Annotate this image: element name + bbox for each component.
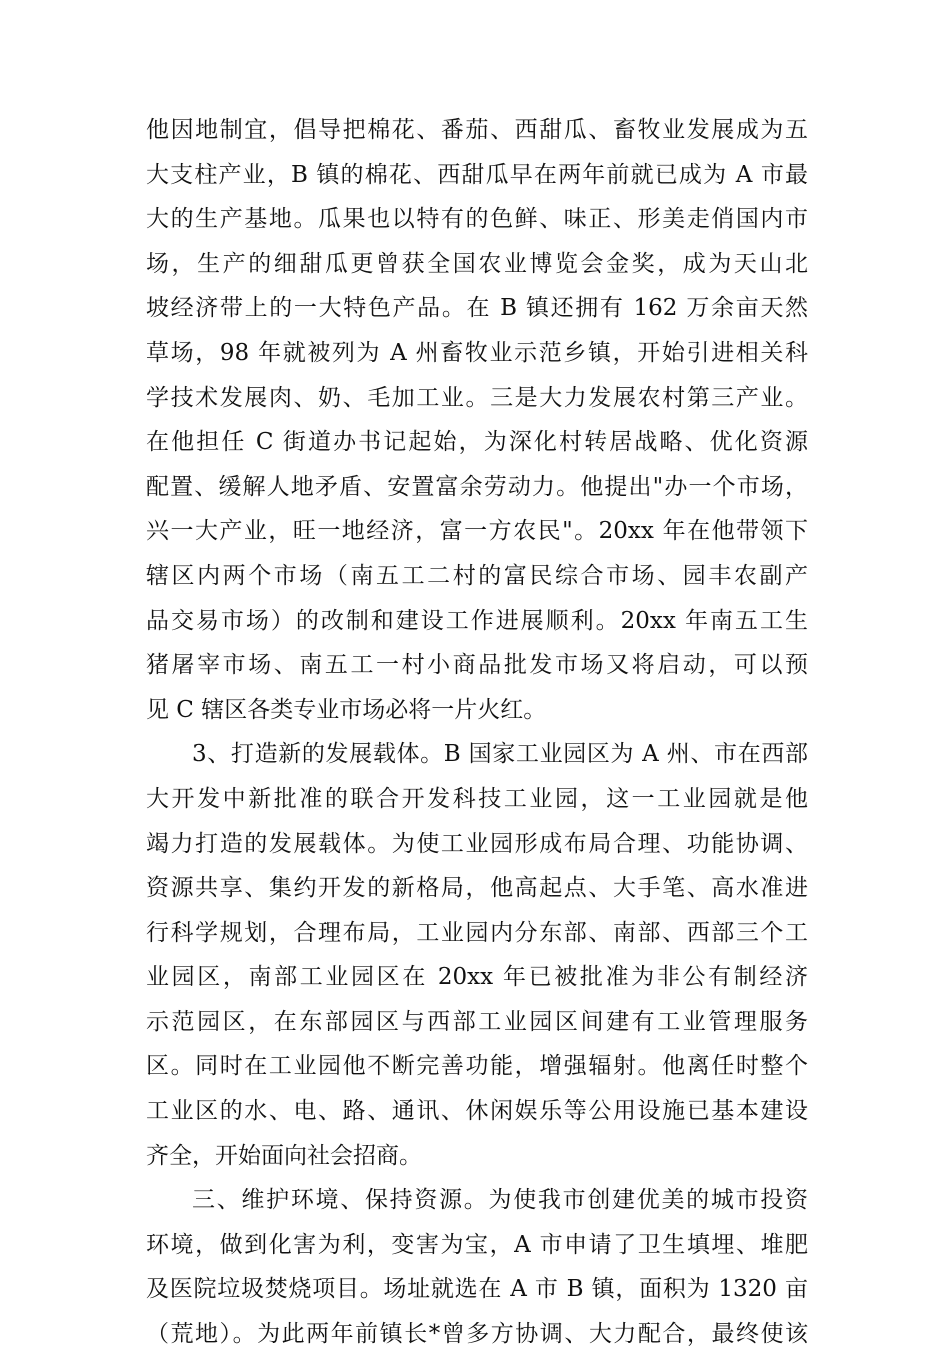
text-line: 见 C 辖区各类专业市场必将一片火红。 (146, 696, 547, 723)
document-body (146, 108, 808, 1357)
text-line: 及医院垃圾焚烧项目。场址就选在 A 市 B 镇，面积为 1320 亩 (146, 1276, 808, 1303)
text-line: 大开发中新批准的联合开发科技工业园，这一工业园就是他 (146, 785, 808, 812)
text-line: 三、维护环境、保持资源。为使我市创建优美的城市投资 (192, 1187, 808, 1214)
text-line: 业园区，南部工业园区在 20xx 年已被批准为非公有制经济 (146, 964, 808, 991)
text-line: 资源共享、集约开发的新格局，他高起点、大手笔、高水准进 (146, 875, 808, 902)
paragraph-industry (146, 108, 808, 732)
text-line: 坡经济带上的一大特色产品。在 B 镇还拥有 162 万余亩天然 (146, 295, 808, 322)
text-line: （荒地）。为此两年前镇长*曾多方协调、大力配合，最终使该 (146, 1321, 808, 1348)
text-line: 3、打造新的发展载体。B 国家工业园区为 A 州、市在西部 (192, 741, 808, 768)
text-line: 兴一大产业，旺一地经济，富一方农民"。20xx 年在他带领下 (146, 518, 808, 545)
text-line: 示范园区，在东部园区与西部工业园区间建有工业管理服务 (146, 1008, 808, 1035)
text-line: 竭力打造的发展载体。为使工业园形成布局合理、功能协调、 (146, 830, 808, 857)
text-line: 行科学规划，合理布局，工业园内分东部、南部、西部三个工 (146, 919, 808, 946)
text-line: 大支柱产业，B 镇的棉花、西甜瓜早在两年前就已成为 A 市最 (146, 161, 808, 188)
text-line: 在他担任 C 街道办书记起始，为深化村转居战略、优化资源 (146, 429, 808, 456)
text-line: 区。同时在工业园他不断完善功能，增强辐射。他离任时整个 (146, 1053, 808, 1080)
text-line: 场，生产的细甜瓜更曾获全国农业博览会金奖，成为天山北 (146, 250, 808, 277)
paragraph-environment (146, 1178, 808, 1356)
text-line: 猪屠宰市场、南五工一村小商品批发市场又将启动，可以预 (146, 652, 808, 679)
text-line: 环境，做到化害为利，变害为宝，A 市申请了卫生填埋、堆肥 (146, 1231, 808, 1258)
text-line: 配置、缓解人地矛盾、安置富余劳动力。他提出"办一个市场， (146, 473, 808, 500)
text-line: 大的生产基地。瓜果也以特有的色鲜、味正、形美走俏国内市 (146, 206, 808, 233)
text-line: 他因地制宜，倡导把棉花、番茄、西甜瓜、畜牧业发展成为五 (146, 117, 808, 143)
text-line: 齐全，开始面向社会招商。 (146, 1142, 422, 1169)
paragraph-industrial-park (146, 732, 808, 1178)
text-line: 工业区的水、电、路、通讯、休闲娱乐等公用设施已基本建设 (146, 1098, 808, 1125)
text-line: 品交易市场）的改制和建设工作进展顺利。20xx 年南五工生 (146, 607, 808, 634)
text-line: 学技术发展肉、奶、毛加工业。三是大力发展农村第三产业。 (146, 384, 808, 411)
text-line: 辖区内两个市场（南五工二村的富民综合市场、园丰农副产 (146, 562, 808, 589)
text-line: 草场，98 年就被列为 A 州畜牧业示范乡镇，开始引进相关科 (146, 339, 808, 366)
